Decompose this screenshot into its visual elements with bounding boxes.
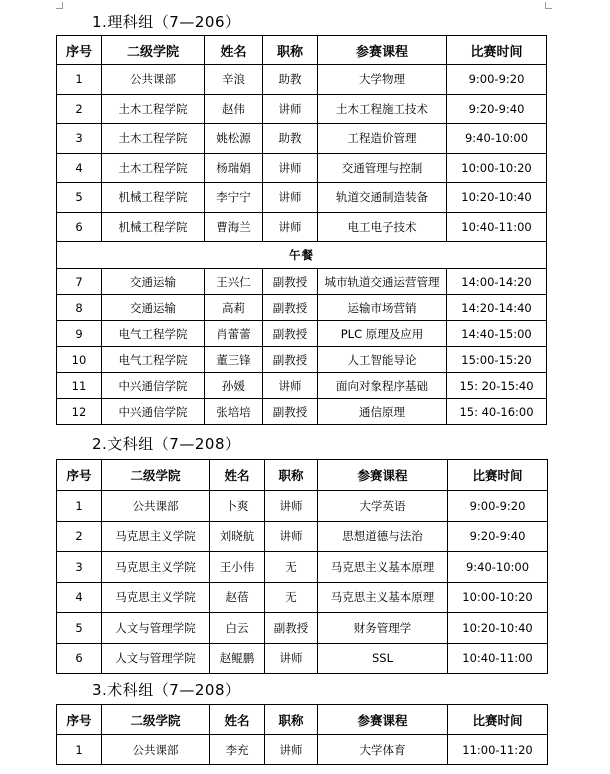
cell-index: 1 [57,735,102,765]
cell-title: 副教授 [263,347,318,373]
table-row [57,94,547,124]
cell-college: 电气工程学院 [102,347,205,373]
cell-time: 11:00-11:20 [448,735,548,765]
cell-title: 讲师 [265,643,318,674]
cell-time: 10:40-11:00 [448,643,548,674]
cell-title: 无 [265,582,318,613]
cell-index: 6 [57,212,102,242]
cell-college: 电气工程学院 [102,321,205,347]
header-index: 序号 [57,460,102,491]
cell-time: 10:20-10:40 [447,183,547,213]
cell-index: 1 [57,491,102,522]
cell-title: 讲师 [263,212,318,242]
cell-title: 讲师 [265,735,318,765]
cell-time: 9:00-9:20 [447,65,547,95]
cell-index: 5 [57,183,102,213]
science-group-table [56,35,547,425]
cell-time: 9:40-10:00 [447,124,547,154]
lunch-break-label: 午餐 [57,242,547,269]
table-row [57,269,547,295]
cell-title: 讲师 [263,373,318,399]
cell-name: 赵蓓 [210,582,265,613]
cell-college: 公共课部 [102,735,210,765]
cell-time: 10:40-11:00 [447,212,547,242]
cell-course: 工程造价管理 [318,124,447,154]
section-3-title: 3.术科组（7—208） [92,681,241,699]
table-row [57,153,547,183]
cell-college: 交通运输 [102,269,205,295]
cell-college: 机械工程学院 [102,183,205,213]
cell-name: 赵鲲鹏 [210,643,265,674]
header-title: 职称 [265,460,318,491]
cell-index: 2 [57,521,102,552]
cell-name: 肖蕾蕾 [205,321,263,347]
cell-course: 人工智能导论 [318,347,447,373]
table-row [57,582,548,613]
header-title: 职称 [265,705,318,735]
cell-name: 刘晓航 [210,521,265,552]
table-row [57,643,548,674]
cell-college: 中兴通信学院 [102,399,205,425]
cell-title: 副教授 [265,613,318,644]
cell-name: 董三锋 [205,347,263,373]
cell-college: 马克思主义学院 [102,582,210,613]
table-row [57,321,547,347]
cell-title: 讲师 [263,153,318,183]
cell-course: 马克思主义基本原理 [318,552,448,583]
cell-index: 11 [57,373,102,399]
lunch-break-row [57,242,547,269]
header-time: 比赛时间 [447,36,547,65]
cell-course: 面向对象程序基础 [318,373,447,399]
cell-course: 通信原理 [318,399,447,425]
cell-name: 白云 [210,613,265,644]
cell-course: 运输市场营销 [318,295,447,321]
table-header-row [57,36,547,65]
cell-name: 李宁宁 [205,183,263,213]
cell-name: 卜爽 [210,491,265,522]
cell-name: 辛浪 [205,65,263,95]
table-row [57,552,548,583]
table-row [57,399,547,425]
cell-name: 杨瑞娟 [205,153,263,183]
cell-college: 土木工程学院 [102,153,205,183]
cell-college: 公共课部 [102,491,210,522]
cell-college: 中兴通信学院 [102,373,205,399]
cell-college: 马克思主义学院 [102,552,210,583]
table-row [57,347,547,373]
cell-time: 14:20-14:40 [447,295,547,321]
cell-title: 副教授 [263,295,318,321]
cell-index: 12 [57,399,102,425]
header-index: 序号 [57,705,102,735]
arts-group-table [56,459,548,674]
cell-time: 9:00-9:20 [448,491,548,522]
cell-index: 3 [57,552,102,583]
cell-index: 3 [57,124,102,154]
cell-course: 大学英语 [318,491,448,522]
cell-title: 讲师 [263,183,318,213]
cell-time: 10:00-10:20 [448,582,548,613]
cell-college: 马克思主义学院 [102,521,210,552]
header-college: 二级学院 [102,36,205,65]
header-name: 姓名 [210,705,265,735]
cell-time: 15:00-15:20 [447,347,547,373]
header-course: 参赛课程 [318,705,448,735]
cell-index: 1 [57,65,102,95]
cell-college: 交通运输 [102,295,205,321]
cell-index: 4 [57,582,102,613]
cell-title: 副教授 [263,269,318,295]
cell-course: 思想道德与法治 [318,521,448,552]
table-row [57,295,547,321]
table-header-row [57,460,548,491]
header-name: 姓名 [205,36,263,65]
header-index: 序号 [57,36,102,65]
cell-time: 15: 40-16:00 [447,399,547,425]
cell-course: 大学物理 [318,65,447,95]
cell-time: 10:00-10:20 [447,153,547,183]
cell-college: 人文与管理学院 [102,613,210,644]
cell-time: 9:40-10:00 [448,552,548,583]
table-row [57,735,548,765]
cell-index: 7 [57,269,102,295]
table-row [57,373,547,399]
page-corner-mark-left [56,2,63,9]
cell-title: 讲师 [265,521,318,552]
cell-time: 9:20-9:40 [448,521,548,552]
cell-name: 张培培 [205,399,263,425]
header-name: 姓名 [210,460,265,491]
cell-time: 9:20-9:40 [447,94,547,124]
section-2-title: 2.文科组（7—208） [92,435,241,453]
table-row [57,183,547,213]
sports-group-table [56,704,548,765]
cell-course: 城市轨道交通运营管理 [318,269,447,295]
cell-course: 马克思主义基本原理 [318,582,448,613]
table-row [57,613,548,644]
cell-course: 电工电子技术 [318,212,447,242]
cell-college: 土木工程学院 [102,94,205,124]
table-row [57,65,547,95]
cell-name: 孙媛 [205,373,263,399]
page-corner-mark-right [545,2,552,9]
header-time: 比赛时间 [448,460,548,491]
cell-title: 无 [265,552,318,583]
cell-college: 公共课部 [102,65,205,95]
table-row [57,212,547,242]
cell-time: 14:00-14:20 [447,269,547,295]
cell-index: 2 [57,94,102,124]
cell-name: 姚松源 [205,124,263,154]
cell-course: 轨道交通制造装备 [318,183,447,213]
cell-index: 8 [57,295,102,321]
table-row [57,124,547,154]
header-time: 比赛时间 [448,705,548,735]
table-header-row [57,705,548,735]
cell-index: 10 [57,347,102,373]
table-row [57,521,548,552]
cell-name: 王兴仁 [205,269,263,295]
cell-college: 人文与管理学院 [102,643,210,674]
cell-title: 助教 [263,65,318,95]
header-college: 二级学院 [102,705,210,735]
cell-course: PLC 原理及应用 [318,321,447,347]
cell-title: 讲师 [263,94,318,124]
table-row [57,491,548,522]
cell-course: 财务管理学 [318,613,448,644]
cell-time: 15: 20-15:40 [447,373,547,399]
cell-name: 高莉 [205,295,263,321]
section-1-title: 1.理科组（7—206） [92,13,241,31]
cell-name: 赵伟 [205,94,263,124]
cell-course: 土木工程施工技术 [318,94,447,124]
header-title: 职称 [263,36,318,65]
cell-title: 副教授 [263,321,318,347]
cell-course: 交通管理与控制 [318,153,447,183]
cell-name: 李充 [210,735,265,765]
cell-college: 机械工程学院 [102,212,205,242]
cell-title: 助教 [263,124,318,154]
header-college: 二级学院 [102,460,210,491]
cell-index: 4 [57,153,102,183]
header-course: 参赛课程 [318,36,447,65]
cell-time: 14:40-15:00 [447,321,547,347]
cell-name: 曹海兰 [205,212,263,242]
cell-index: 9 [57,321,102,347]
header-course: 参赛课程 [318,460,448,491]
cell-course: SSL [318,643,448,674]
cell-index: 6 [57,643,102,674]
cell-course: 大学体育 [318,735,448,765]
cell-title: 副教授 [263,399,318,425]
cell-title: 讲师 [265,491,318,522]
cell-time: 10:20-10:40 [448,613,548,644]
cell-name: 王小伟 [210,552,265,583]
cell-index: 5 [57,613,102,644]
cell-college: 土木工程学院 [102,124,205,154]
